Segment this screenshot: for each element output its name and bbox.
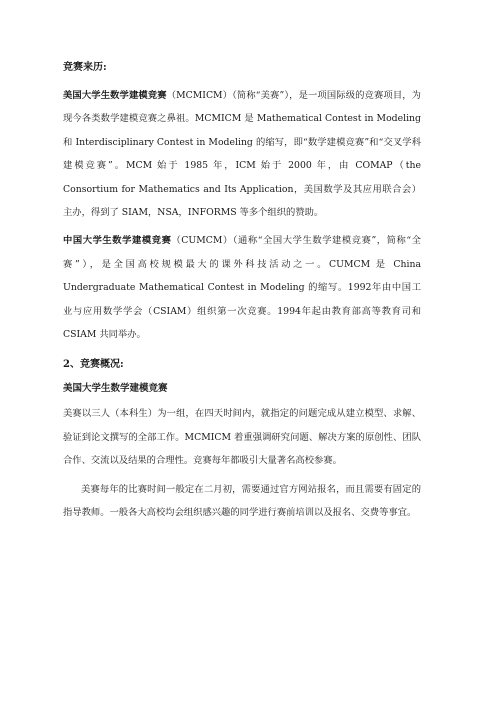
subheading-mcm: 美国大学生数学建模竞赛 — [63, 383, 168, 395]
document-body — [63, 60, 421, 530]
paragraph-mcm — [63, 84, 421, 224]
paragraph-mcm-format: 美赛以三人（本科生）为一组，在四天时间内，就指定的问题完成从建立模型、求解、验证到论文撰写的全部工作。MCMICM 着重强调研究问题、解决方案的原创性、团队合作、交流以及结果的合理性。竞赛每年都吸引大量著名高校参赛。 — [63, 408, 421, 467]
paragraph-mcm-schedule: 美赛每年的比赛时间一般定在二月初，需要通过官方网站报名，而且需要有固定的指导教师。一般各大高校均会组织感兴趣的同学进行赛前培训以及报名、交费等事宜。 — [63, 483, 421, 519]
text-cumcm: （CUMCM）（通称“全国大学生数学建模竞赛”，简称“全赛”），是全国高校规模最大的课外科技活动之一。CUMCM 是 China Undergraduate Mathematical Contest in Modeling 的缩写。1992年由中国工业与应用数学学会（CSIAM）组织第一次竞赛。1994年起由教育部高等教育司和 CSIAM 共同举办。 — [63, 235, 421, 341]
section-heading-overview: 2、竞赛概况: — [63, 359, 124, 371]
term-mcm: 美国大学生数学建模竞赛 — [63, 90, 167, 101]
paragraph-cumcm — [63, 229, 421, 346]
text-mcm: （MCMICM）（简称“美赛”），是一项国际级的竞赛项目，为现今各类数学建模竞赛之鼻祖。MCMICM 是 Mathematical Contest in Modeling 和 Interdisciplinary Contest in Modeling 的缩写，即“数学建模竞赛”和“交叉学科建模竞赛”。MCM 始于 1985 年，ICM 始于 2000 年，由 COMAP（the Consortium for Mathematics and Its Application，美国数学及其应用联合会）主办，得到了 SIAM，NSA，INFORMS 等多个组织的赞助。 — [63, 90, 421, 219]
section-heading-history: 竞赛来历: — [63, 62, 107, 73]
term-cumcm: 中国大学生数学建模竞赛 — [63, 235, 172, 247]
